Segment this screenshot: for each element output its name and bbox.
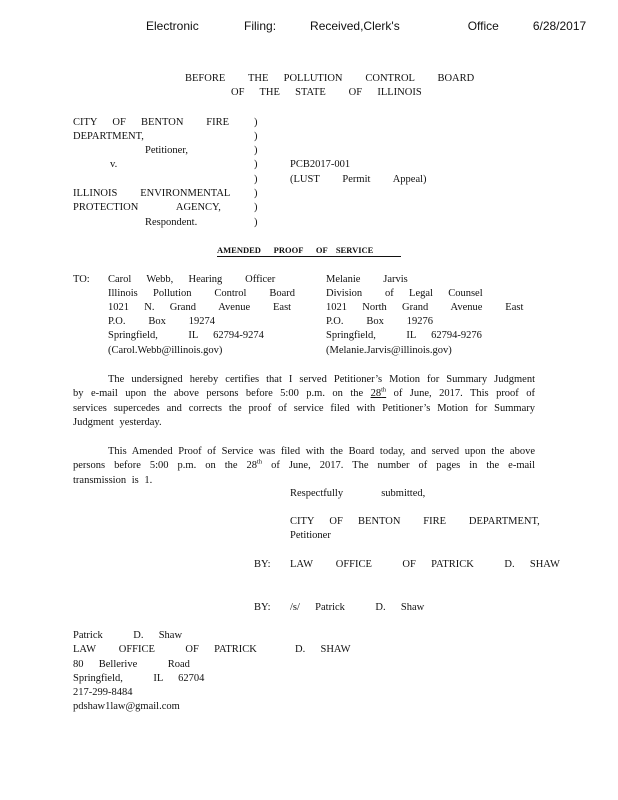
versus-label: v. bbox=[110, 159, 118, 170]
document-title: AMENDED PROOF OF SERVICE bbox=[217, 245, 374, 255]
by-label: BY: bbox=[254, 559, 271, 570]
attorney-phone: 217-299-8484 bbox=[73, 687, 133, 698]
court-heading-line1: BEFORE THE POLLUTION CONTROL BOARD bbox=[185, 73, 475, 84]
respondent-line1: ILLINOIS ENVIRONMENTAL bbox=[73, 188, 231, 199]
paragraph-2 bbox=[73, 445, 535, 488]
recipient-2-name: Melanie Jarvis bbox=[326, 274, 408, 285]
paragraph-2-text-a: This Amended Proof of Service was filed with the Board today, and served upon the above persons before 5:00 p.m. on the 28 bbox=[73, 446, 535, 472]
caption-bracket: ) bbox=[254, 174, 258, 185]
recipient-2-org: Division of Legal Counsel bbox=[326, 288, 483, 299]
paragraph-1-text-a: The undersigned hereby certifies that I served Petitioner’s Motion for Summary Judgment by e-mail upon the above persons before 5:00 p.m. on the bbox=[73, 374, 535, 400]
respondent-line2: PROTECTION AGENCY, bbox=[73, 202, 221, 213]
petitioner-line1: CITY OF BENTON FIRE bbox=[73, 117, 230, 128]
recipient-1-email: (Carol.Webb@illinois.gov) bbox=[108, 345, 223, 356]
petitioner-line2: DEPARTMENT, bbox=[73, 131, 144, 142]
paragraph-1 bbox=[73, 373, 535, 431]
recipient-2-city: Springfield, IL 62794-9276 bbox=[326, 330, 482, 341]
caption-bracket: ) bbox=[254, 131, 258, 142]
closing-party: CITY OF BENTON FIRE DEPARTMENT, bbox=[290, 516, 540, 527]
paragraph-1-text-b: of June, 2017. This proof of services supercedes and corrects the proof of service filed with Petitioner’s Motion for Summary Judgment yesterday. bbox=[73, 388, 535, 429]
recipient-2-address: 1021 North Grand Avenue East bbox=[326, 302, 524, 313]
paragraph-2-ordinal: th bbox=[257, 458, 263, 466]
paragraph-1-date bbox=[371, 388, 387, 399]
title-underline bbox=[217, 256, 401, 257]
recipient-1-box: P.O. Box 19274 bbox=[108, 316, 216, 327]
paragraph-1-day: 28 bbox=[370, 388, 382, 400]
attorney-name: Patrick D. Shaw bbox=[73, 630, 183, 641]
caption-bracket: ) bbox=[254, 217, 258, 228]
respondent-role: Respondent. bbox=[145, 217, 198, 228]
law-office-name: LAW OFFICE OF PATRICK D. SHAW bbox=[290, 559, 560, 570]
caption-bracket: ) bbox=[254, 117, 258, 128]
closing-party-role: Petitioner bbox=[290, 530, 331, 541]
attorney-city: Springfield, IL 62704 bbox=[73, 673, 205, 684]
to-label: TO: bbox=[73, 274, 90, 285]
case-type: (LUST Permit Appeal) bbox=[290, 174, 427, 185]
filing-stamp: Electronic Filing: Received,Clerk's Office 6/28/2017 bbox=[146, 19, 587, 33]
recipient-1-org: Illinois Pollution Control Board bbox=[108, 288, 296, 299]
attorney-email: pdshaw1law@gmail.com bbox=[73, 701, 180, 712]
attorney-street: 80 Bellerive Road bbox=[73, 659, 190, 670]
by-label: BY: bbox=[254, 602, 271, 613]
court-heading-line2: OF THE STATE OF ILLINOIS bbox=[231, 87, 422, 98]
petitioner-role: Petitioner, bbox=[145, 145, 189, 156]
attorney-firm: LAW OFFICE OF PATRICK D. SHAW bbox=[73, 644, 351, 655]
paragraph-2-text-b: of June, 2017. The number of pages in the e-mail transmission is 1. bbox=[73, 460, 535, 486]
paragraph-1-ordinal: th bbox=[381, 386, 387, 394]
caption-bracket: ) bbox=[254, 159, 258, 170]
recipient-1-name: Carol Webb, Hearing Officer bbox=[108, 274, 276, 285]
recipient-2-email: (Melanie.Jarvis@illinois.gov) bbox=[326, 345, 452, 356]
electronic-signature: /s/ Patrick D. Shaw bbox=[290, 602, 425, 613]
caption-bracket: ) bbox=[254, 188, 258, 199]
recipient-1-city: Springfield, IL 62794-9274 bbox=[108, 330, 264, 341]
caption-bracket: ) bbox=[254, 202, 258, 213]
recipient-2-box: P.O. Box 19276 bbox=[326, 316, 434, 327]
case-number: PCB2017-001 bbox=[290, 159, 351, 170]
caption-bracket: ) bbox=[254, 145, 258, 156]
respectfully-submitted: Respectfully submitted, bbox=[290, 488, 426, 499]
recipient-1-address: 1021 N. Grand Avenue East bbox=[108, 302, 292, 313]
